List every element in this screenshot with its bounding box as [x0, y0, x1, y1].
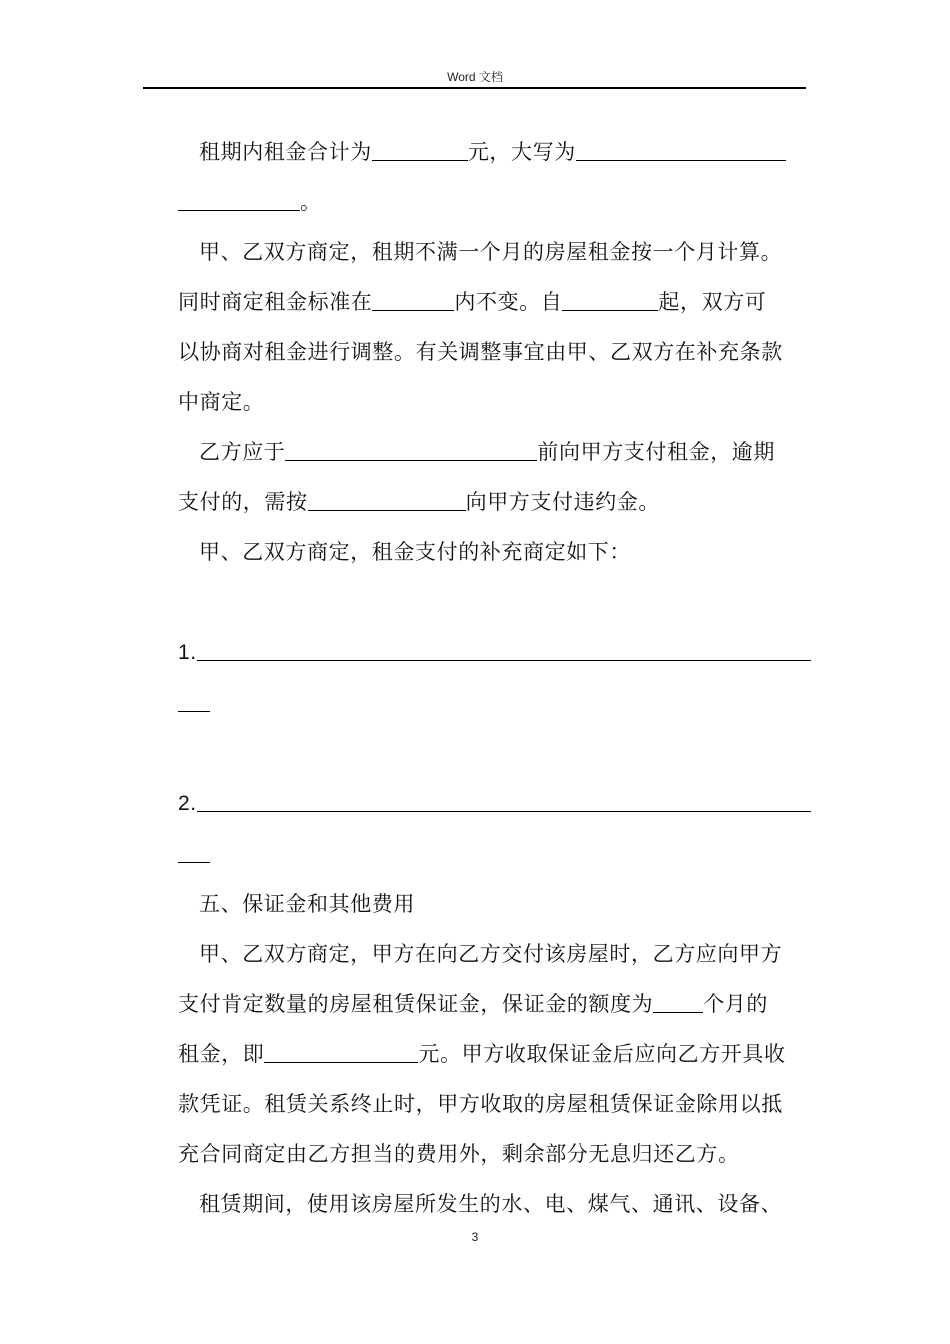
paragraph-rent-standard-l3: 以协商对租金进行调整。有关调整事宜由甲、乙双方在补充条款 — [178, 340, 783, 364]
supplement-item-1-cont — [178, 678, 806, 728]
page-number: 3 — [471, 1230, 479, 1244]
paragraph-payment-l1: 乙方应于 前向甲方支付租金，逾期 — [199, 440, 776, 464]
blank-rent-uppercase[interactable] — [576, 139, 786, 161]
blank-item-2[interactable] — [197, 790, 811, 812]
paragraph-deposit-l5: 充合同商定由乙方担当的费用外，剩余部分无息归还乙方。 — [178, 1142, 740, 1166]
blank-rent-total[interactable] — [372, 139, 468, 161]
paragraph-deposit-l1: 甲、乙双方商定，甲方在向乙方交付该房屋时，乙方应向甲方 — [199, 942, 783, 966]
blank-deposit-amount[interactable] — [264, 1041, 418, 1063]
paragraph-rent-standard-l4: 中商定。 — [178, 390, 265, 414]
paragraph-deposit-l2: 支付肯定数量的房屋租赁保证金，保证金的额度为 个月的 — [178, 992, 769, 1016]
blank-adjust-date[interactable] — [562, 289, 658, 311]
paragraph-rent-standard-l1: 甲、乙双方商定，租期不满一个月的房屋租金按一个月计算。 — [199, 240, 783, 264]
blank-item-2-cont[interactable] — [178, 841, 210, 863]
page-header: Word 文档 — [447, 70, 503, 84]
paragraph-utilities: 租赁期间，使用该房屋所发生的水、电、煤气、通讯、设备、 — [199, 1192, 783, 1216]
blank-item-1-cont[interactable] — [178, 690, 210, 712]
paragraph-payment-l2: 支付的，需按 向甲方支付违约金。 — [178, 490, 661, 514]
blank-penalty[interactable] — [308, 489, 466, 511]
paragraph-rent-total: 租期内租金合计为 元，大写为 — [178, 127, 806, 177]
paragraph-deposit-l3: 租金，即 元。甲方收取保证金后应向乙方开具收 — [178, 1042, 786, 1066]
paragraph-rent-standard-l2: 同时商定租金标准在 内不变。自 起，双方可 — [178, 290, 767, 314]
header-rule — [143, 87, 806, 89]
blank-rent-uppercase-cont[interactable] — [178, 189, 300, 211]
document-body — [178, 127, 806, 1229]
blank-deposit-months[interactable] — [653, 991, 703, 1013]
supplement-item-1: 1. — [178, 627, 806, 678]
paragraph-supplement: 甲、乙双方商定，租金支付的补充商定如下： — [199, 540, 631, 564]
paragraph-deposit-l4: 款凭证。租赁关系终止时，甲方收取的房屋租赁保证金除用以抵 — [178, 1092, 783, 1116]
paragraph-rent-total-cont: 。 — [178, 177, 806, 227]
blank-item-1[interactable] — [197, 639, 811, 661]
spacer — [178, 577, 806, 627]
spacer — [178, 728, 806, 778]
blank-payment-date[interactable] — [285, 439, 537, 461]
blank-rent-standard-period[interactable] — [372, 289, 454, 311]
supplement-item-2: 2. — [178, 778, 806, 829]
supplement-item-2-cont — [178, 829, 806, 879]
section-title-deposit: 五、保证金和其他费用 — [199, 892, 415, 916]
